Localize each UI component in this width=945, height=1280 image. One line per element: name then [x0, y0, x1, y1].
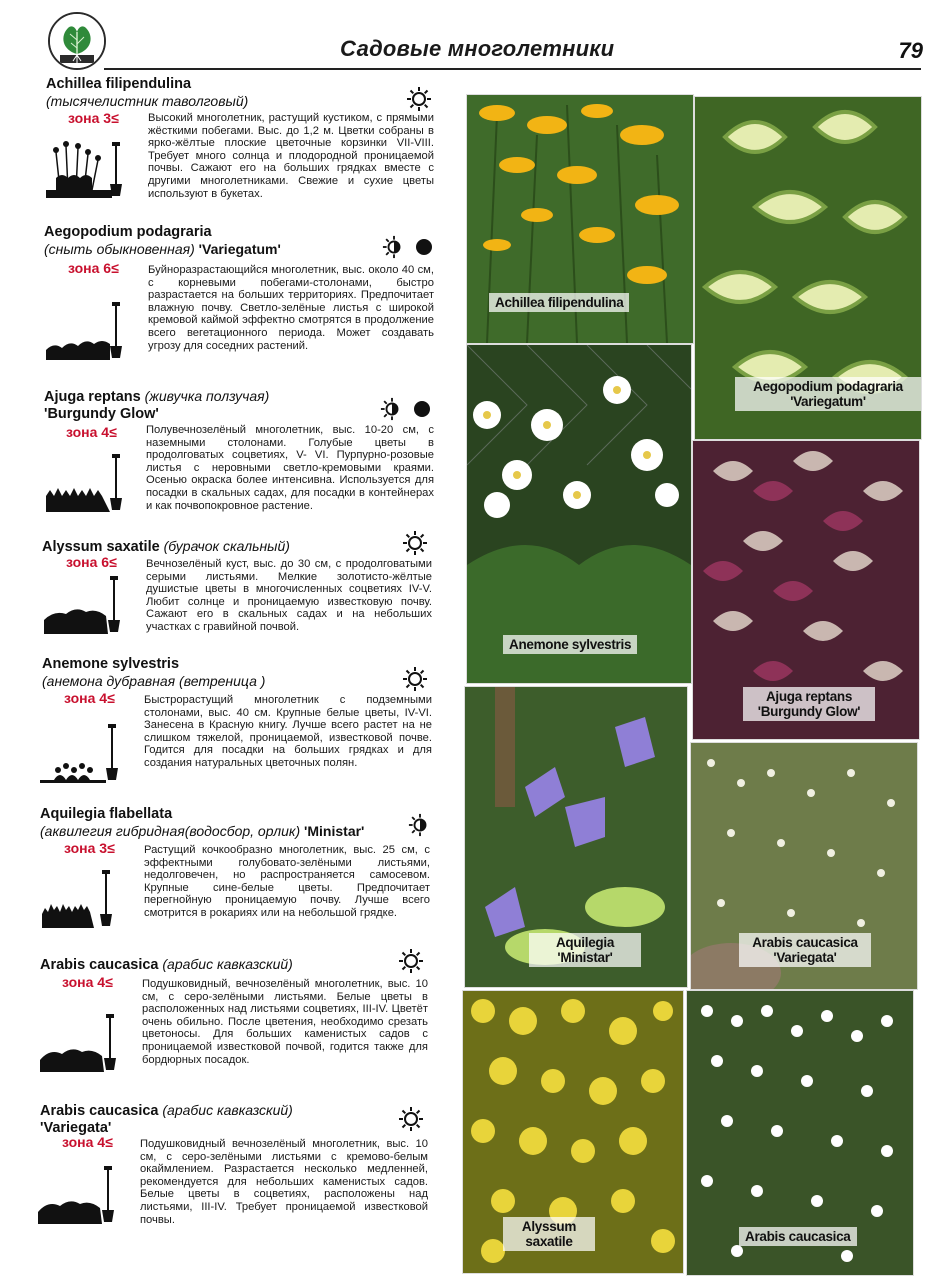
plant-description: Буйноразрастающийся многолетник, выс. около 40 см, с корневыми побегами-столонами, быстро разрастается на больших территориях. Предпочитает влажную почву. Светло-зелёные листья с широкой кремовой каймой эффектно смотрятся в продолжение всего вегетационного периода. Может создавать угрозу для соседних растений. [148, 264, 434, 352]
photo-anemone [466, 344, 692, 684]
shade-icon [412, 399, 432, 419]
photo-alyssum [462, 990, 684, 1274]
photo-caption: Ajuga reptans 'Burgundy Glow' [743, 687, 875, 721]
sun-icon [406, 86, 432, 112]
latin-name: Aegopodium podagraria [44, 224, 212, 240]
latin-name: Arabis caucasica [40, 957, 159, 973]
russian-name: (анемона дубравная (ветреница ) [42, 673, 266, 689]
hardiness-zone: зона 4≤ [62, 1134, 113, 1150]
light-requirement [380, 396, 432, 422]
photo-caption: Achillea filipendulina [489, 293, 629, 312]
photo-caption: Arabis caucasica [739, 1227, 857, 1246]
photo-caption: Anemone sylvestris [503, 635, 637, 654]
plant-entry [40, 1102, 445, 1137]
photo-aquilegia [464, 686, 688, 988]
plant-description: Полувечнозелёный многолетник, выс. 10-20 см, с наземными столонами. Голубые цветы в продолговатых соцветиях, V- VI. Пурпурно-розовые листья с неровными светло-кремовыми краями. Осенью окраска более интенсивна. Используется для посадки в скальных садах, для посадки в контейнерах и как почвопокровное растение. [146, 424, 434, 512]
hardiness-zone: зона 6≤ [68, 260, 119, 276]
groundcover-pictogram-icon [44, 300, 126, 362]
photo-caption: Alyssum saxatile [503, 1217, 595, 1251]
light-requirement [402, 530, 428, 556]
page-number: 79 [898, 38, 923, 63]
mound-pictogram-icon [42, 574, 124, 636]
photo-caption: Aegopodium podagraria 'Variegatum' [735, 377, 921, 411]
shade-icon [414, 237, 434, 257]
hardiness-zone: зона 4≤ [64, 690, 115, 706]
plant-entry [46, 76, 451, 110]
photo-achillea [466, 94, 694, 344]
sun-icon [398, 948, 424, 974]
page-title: Садовые многолетники [340, 36, 615, 61]
half-shade-icon [380, 397, 404, 421]
hardiness-zone: зона 4≤ [62, 974, 113, 990]
header-rule [104, 68, 921, 70]
groundcover-pictogram-icon [44, 452, 126, 514]
hardiness-zone: зона 3≤ [68, 110, 119, 126]
cultivar-name: 'Variegatum' [198, 241, 281, 257]
hardiness-zone: зона 3≤ [64, 840, 115, 856]
latin-name: Arabis caucasica [40, 1103, 159, 1119]
plant-description: Растущий кочкообразно многолетник, выс. 25 см, с эффектными голубовато-зелёными листьями, недолговечен, но распространяется самосевом. Крупные сине-белые цветы. Предпочитает перегнойную проницаемую почву. Лучше всего смотрится в рокариях или на небольшой грядке. [144, 844, 430, 919]
latin-name: Aquilegia flabellata [40, 806, 173, 822]
logo-leaf-icon [48, 12, 106, 70]
sun-icon [402, 530, 428, 556]
plant-entry [40, 956, 445, 974]
title-line: Arabis caucasica (арабис кавказский) [40, 1102, 293, 1119]
light-requirement [398, 1106, 424, 1132]
photo-aegopodium [694, 96, 922, 440]
plant-description: Вечнозелёный куст, выс. до 30 см, с продолговатыми серыми листьями. Мелкие золотисто-жёлтые душистые цветы в многочисленных соцветиях IV-V. Любит солнце и проницаемую известковую почву. Сажают его в скальных садах и на небольших участках с гравийной почвой. [146, 558, 432, 633]
photo-caption: Arabis caucasica 'Variegata' [739, 933, 871, 967]
russian-name: (тысячелистник таволговый) [46, 93, 249, 109]
flowering-plant-pictogram-icon [40, 722, 122, 784]
title-line: Alyssum saxatile (бурачок скальный) [42, 538, 290, 555]
clump-pictogram-icon [40, 868, 122, 930]
photo-arabis-variegata [690, 742, 918, 990]
plant-entry [40, 806, 445, 840]
latin-name: Achillea filipendulina [46, 76, 192, 92]
light-requirement [398, 948, 424, 974]
cultivar-name: 'Variegata' [40, 1120, 112, 1136]
plant-description: Подушковидный, вечнозелёный многолетник, выс. 10 см, с серо-зелёными листьями. Белые цветы в расположенных над листьями соцветиях, III-IV. Цветёт очень обильно. После цветения, необходимо срезать цветоносы. Для больших каменистых садов с проницаемой известковой почвой, годится также для бордюрных посадок. [142, 978, 428, 1066]
latin-name: Ajuga reptans [44, 389, 141, 405]
cultivar-name: 'Ministar' [304, 823, 365, 839]
photo-ajuga [692, 440, 920, 740]
photo-arabis [686, 990, 914, 1276]
plant-entry [42, 656, 447, 690]
plant-description: Подушковидный вечнозелёный многолетник, выс. 10 см, с серо-зелёными листьями с кремово-белым окаймлением. Разрастается несколько медленней, рекомендуется для небольших каменистых садов. Белые цветы в соцветиях, расположены над листьями, III-IV. Требует проницаемой известковой почвы. [140, 1138, 428, 1226]
hardiness-zone: зона 4≤ [66, 424, 117, 440]
plant-description: Быстрорастущий многолетник с подземными столонами, выс. 40 см. Крупные белые цветы, IV-VI. Занесена в Красную книгу. Лучше всего растет на не слишком тяжелой, проницаемой, известковой почве. Годится для посадки на больших грядках и для создания натуральных цветочных полян. [144, 694, 432, 769]
cultivar-name: 'Burgundy Glow' [44, 406, 159, 422]
hardiness-zone: зона 6≤ [66, 554, 117, 570]
plant-description: Высокий многолетник, растущий кустиком, с прямыми жёсткими побегами. Выс. до 1,2 м. Цветки собраны в ярко-жёлтые плоские цветочные корзинки VII-VIII. Требует много солнца и плодородной проницаемой почвы. Сажают его на больших грядках вместе с другими многолетниками. Свежие и сухие цветы используют в букетах. [148, 112, 434, 200]
latin-name: Alyssum saxatile [42, 539, 160, 555]
russian-name: (аквилегия гибридная(водосбор, орлик) 'Ministar' [40, 823, 365, 839]
light-requirement [408, 812, 432, 838]
half-shade-icon [408, 813, 432, 837]
half-shade-icon [382, 235, 406, 259]
mound-pictogram-icon [38, 1012, 120, 1074]
light-requirement [406, 86, 432, 112]
title-line: Arabis caucasica (арабис кавказский) [40, 956, 293, 973]
russian-name: (сныть обыкновенная) 'Variegatum' [44, 241, 281, 257]
light-requirement [402, 666, 428, 692]
sun-icon [398, 1106, 424, 1132]
mound-pictogram-icon [36, 1164, 118, 1226]
title-line: Ajuga reptans (живучка ползучая) [44, 388, 270, 405]
photo-caption: Aquilegia 'Ministar' [529, 933, 641, 967]
light-requirement [382, 234, 434, 260]
tall-plant-pictogram-icon [46, 138, 128, 200]
sun-icon [402, 666, 428, 692]
latin-name: Anemone sylvestris [42, 656, 180, 672]
